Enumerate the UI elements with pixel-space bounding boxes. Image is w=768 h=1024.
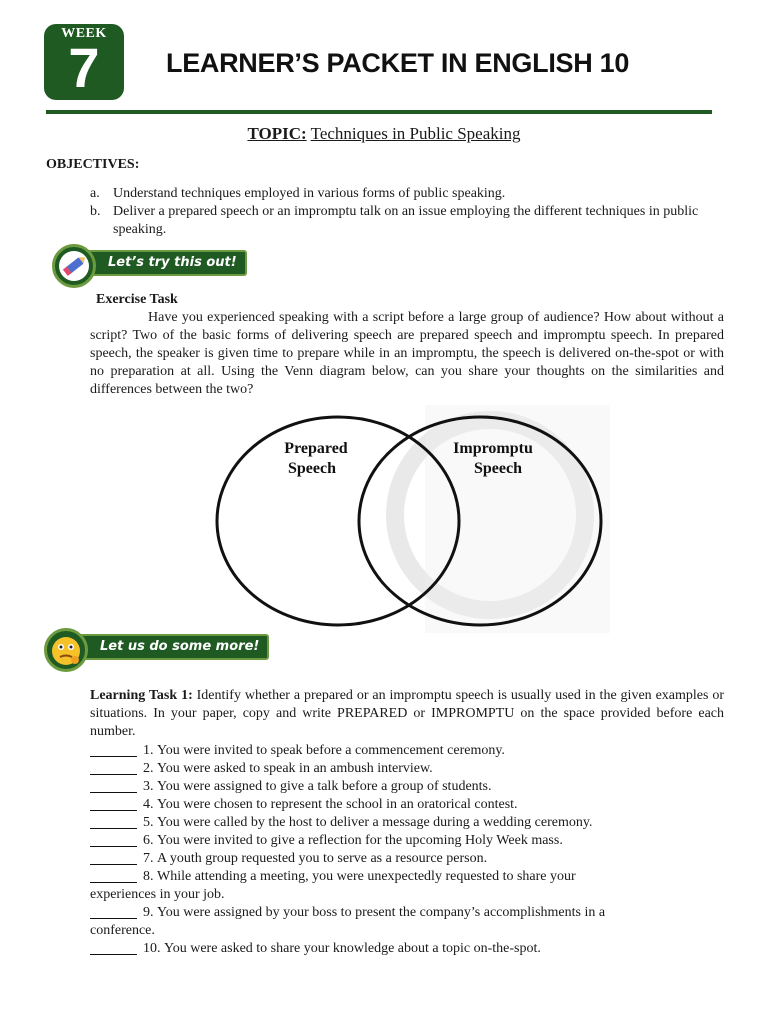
item-text: A youth group requested you to serve as a resource person. (157, 851, 488, 866)
venn-diagram (210, 405, 610, 633)
item-number: 4. (143, 797, 154, 812)
week-label: WEEK (61, 26, 107, 41)
objectives-heading: OBJECTIVES: (46, 157, 140, 172)
item-number: 6. (143, 833, 154, 848)
item-number: 2. (143, 761, 154, 776)
week-number: 7 (68, 36, 100, 99)
item-text: You were asked to speak in an ambush interview. (157, 761, 433, 776)
list-item (90, 868, 730, 886)
item-number: 5. (143, 815, 154, 830)
topic-label: TOPIC: (247, 124, 307, 143)
list-item (90, 778, 730, 796)
banner-label: Let’s try this out! (78, 250, 247, 276)
objectives-list (90, 185, 720, 239)
exercise-heading: Exercise Task (96, 292, 178, 307)
venn-label-prepared-2: Speech (288, 460, 336, 477)
answer-blank[interactable] (90, 834, 137, 847)
item-number: 1. (143, 743, 154, 758)
objective-item (90, 185, 720, 203)
answer-blank[interactable] (90, 798, 137, 811)
list-item (90, 742, 730, 760)
venn-label-impromptu-2: Speech (474, 460, 522, 477)
item-text: You were invited to give a reflection for the upcoming Holy Week mass. (157, 833, 563, 848)
item-continuation: experiences in your job. (90, 887, 225, 902)
answer-blank[interactable] (90, 816, 137, 829)
list-item (90, 850, 730, 868)
venn-label-impromptu-1: Impromptu (453, 440, 533, 457)
item-continuation: conference. (90, 923, 155, 938)
objective-text: Understand techniques employed in various forms of public speaking. (113, 186, 506, 201)
answer-blank[interactable] (90, 852, 137, 865)
topic-text: Techniques in Public Speaking (310, 124, 521, 143)
week-badge (44, 24, 124, 100)
answer-blank[interactable] (90, 780, 137, 793)
list-item (90, 904, 730, 922)
venn-label-prepared-1: Prepared (284, 440, 348, 457)
list-item (90, 760, 730, 778)
list-item (90, 796, 730, 814)
item-text: You were called by the host to deliver a message during a wedding ceremony. (157, 815, 593, 830)
item-text: You were chosen to represent the school in an oratorical contest. (157, 797, 518, 812)
packet-title: LEARNER’S PACKET IN ENGLISH 10 (166, 48, 630, 78)
learning-task-label: Learning Task 1: (90, 688, 193, 703)
item-number: 3. (143, 779, 154, 794)
thinking-face-icon (44, 628, 88, 672)
objective-item (90, 203, 720, 239)
answer-blank[interactable] (90, 942, 137, 955)
answer-blank[interactable] (90, 870, 137, 883)
item-text: You were asked to share your knowledge about a topic on-the-spot. (164, 941, 541, 956)
list-item (90, 814, 730, 832)
exercise-paragraph: Have you experienced speaking with a script before a large group of audience? How about without a script? Two of the basic forms of delivering speech are prepared speech and impromptu speech. In prepared speech, the speaker is given time to prepare while in an impromptu, the speech is delivered on-the-spot or with no preparation at all. Using the Venn diagram below, can you share your thoughts on the similarities and differences between the two? (90, 310, 724, 397)
banner-label: Let us do some more! (70, 634, 269, 660)
answer-blank[interactable] (90, 906, 137, 919)
pencil-icon (52, 244, 96, 288)
objective-letter: a. (90, 186, 100, 201)
header-divider (46, 110, 712, 114)
item-text: You were assigned to give a talk before a group of students. (157, 779, 492, 794)
item-number: 7. (143, 851, 154, 866)
list-item (90, 940, 730, 958)
item-number: 8. (143, 869, 154, 884)
learning-task-text: Identify whether a prepared or an impromptu speech is usually used in the given examples or situations. In your paper, copy and write PREPARED or IMPROMPTU on the space provided before each number. (90, 688, 724, 739)
topic-line (0, 124, 768, 144)
item-text: You were assigned by your boss to present the company’s accomplishments in a (157, 905, 606, 920)
answer-blank[interactable] (90, 744, 137, 757)
objective-text: Deliver a prepared speech or an impromptu talk on an issue employing the different techniques in public speaking. (113, 204, 699, 237)
item-text: You were invited to speak before a commencement ceremony. (157, 743, 505, 758)
item-number: 10. (143, 941, 161, 956)
list-item (90, 832, 730, 850)
learning-task-items (90, 742, 730, 958)
learning-task-instructions (90, 687, 724, 741)
objective-letter: b. (90, 204, 101, 219)
answer-blank[interactable] (90, 762, 137, 775)
item-number: 9. (143, 905, 154, 920)
item-text: While attending a meeting, you were unexpectedly requested to share your (157, 869, 576, 884)
